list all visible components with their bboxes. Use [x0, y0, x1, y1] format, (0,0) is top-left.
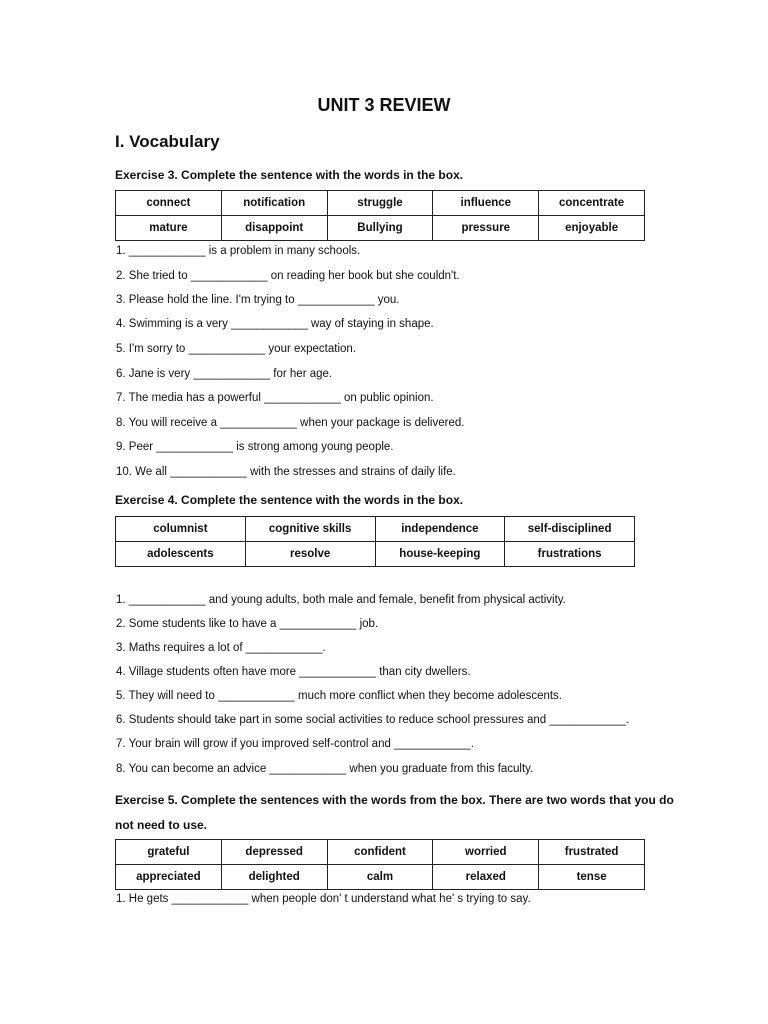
- word-box-cell: depressed: [221, 840, 327, 865]
- word-box-cell: relaxed: [433, 865, 539, 890]
- exercise-3-sentence: 10. We all ____________ with the stresses and strains of daily life.: [116, 466, 456, 478]
- word-box-cell: tense: [539, 865, 645, 890]
- exercise-3-sentence: 9. Peer ____________ is strong among young people.: [116, 441, 394, 453]
- exercise-3-sentence: 5. I'm sorry to ____________ your expectation.: [116, 343, 357, 355]
- word-box-cell: house-keeping: [375, 542, 505, 567]
- exercise-4-sentence: 5. They will need to ____________ much more conflict when they become adolescents.: [116, 690, 563, 702]
- word-box-cell: enjoyable: [539, 216, 645, 241]
- word-box-cell: mature: [116, 216, 222, 241]
- word-box-row: [116, 191, 645, 216]
- word-box-cell: cognitive skills: [245, 517, 375, 542]
- exercise-3-sentence: 8. You will receive a ____________ when your package is delivered.: [116, 417, 465, 429]
- exercise-4-sentence: 3. Maths requires a lot of ____________.: [116, 642, 326, 654]
- word-box-cell: resolve: [245, 542, 375, 567]
- exercise-5-title-line-2: not need to use.: [115, 818, 208, 832]
- exercise-4-sentence: 1. ____________ and young adults, both male and female, benefit from physical activity.: [116, 594, 566, 606]
- section-heading: I. Vocabulary: [115, 132, 220, 151]
- exercise-3-sentence: 3. Please hold the line. I'm trying to ____________ you.: [116, 294, 400, 306]
- exercise-3-title: Exercise 3. Complete the sentence with the words in the box.: [115, 168, 464, 182]
- word-box-row: [116, 517, 635, 542]
- word-box-cell: calm: [327, 865, 433, 890]
- exercise-4-sentence: 7. Your brain will grow if you improved self-control and ____________.: [116, 738, 474, 750]
- exercise-4-word-box: [115, 516, 635, 567]
- exercise-3-sentence: 2. She tried to ____________ on reading her book but she couldn't.: [116, 270, 460, 282]
- word-box-cell: disappoint: [221, 216, 327, 241]
- exercise-3-word-box: [115, 190, 645, 241]
- exercise-3-sentence: 6. Jane is very ____________ for her age.: [116, 368, 333, 380]
- exercise-4-title: Exercise 4. Complete the sentence with the words in the box.: [115, 493, 464, 507]
- word-box-cell: adolescents: [116, 542, 246, 567]
- exercise-5-title-line-1: Exercise 5. Complete the sentences with the words from the box. There are two words that you do: [115, 793, 674, 807]
- exercise-4-sentence: 4. Village students often have more ____________ than city dwellers.: [116, 666, 471, 678]
- word-box-cell: grateful: [116, 840, 222, 865]
- word-box-cell: connect: [116, 191, 222, 216]
- word-box-cell: confident: [327, 840, 433, 865]
- word-box-row: [116, 865, 645, 890]
- word-box-cell: influence: [433, 191, 539, 216]
- word-box-cell: delighted: [221, 865, 327, 890]
- word-box-cell: pressure: [433, 216, 539, 241]
- word-box-cell: notification: [221, 191, 327, 216]
- exercise-3-sentence: 7. The media has a powerful ____________ on public opinion.: [116, 392, 434, 404]
- word-box-cell: appreciated: [116, 865, 222, 890]
- exercise-3-sentence: 1. ____________ is a problem in many schools.: [116, 245, 361, 257]
- exercise-5-word-box: [115, 839, 645, 890]
- exercise-4-sentence: 2. Some students like to have a ____________ job.: [116, 618, 379, 630]
- word-box-cell: frustrated: [539, 840, 645, 865]
- word-box-row: [116, 840, 645, 865]
- page-title: UNIT 3 REVIEW: [317, 95, 451, 115]
- word-box-cell: Bullying: [327, 216, 433, 241]
- word-box-cell: frustrations: [505, 542, 635, 567]
- exercise-3-sentence: 4. Swimming is a very ____________ way of staying in shape.: [116, 318, 434, 330]
- word-box-cell: worried: [433, 840, 539, 865]
- word-box-row: [116, 542, 635, 567]
- exercise-5-sentence: 1. He gets ____________ when people don' t understand what he' s trying to say.: [116, 893, 531, 905]
- word-box-cell: struggle: [327, 191, 433, 216]
- word-box-cell: independence: [375, 517, 505, 542]
- word-box-cell: columnist: [116, 517, 246, 542]
- word-box-cell: self-disciplined: [505, 517, 635, 542]
- exercise-4-sentence: 8. You can become an advice ____________ when you graduate from this faculty.: [116, 763, 534, 775]
- word-box-cell: concentrate: [539, 191, 645, 216]
- exercise-4-sentence: 6. Students should take part in some social activities to reduce school pressures and ____________.: [116, 714, 630, 726]
- word-box-row: [116, 216, 645, 241]
